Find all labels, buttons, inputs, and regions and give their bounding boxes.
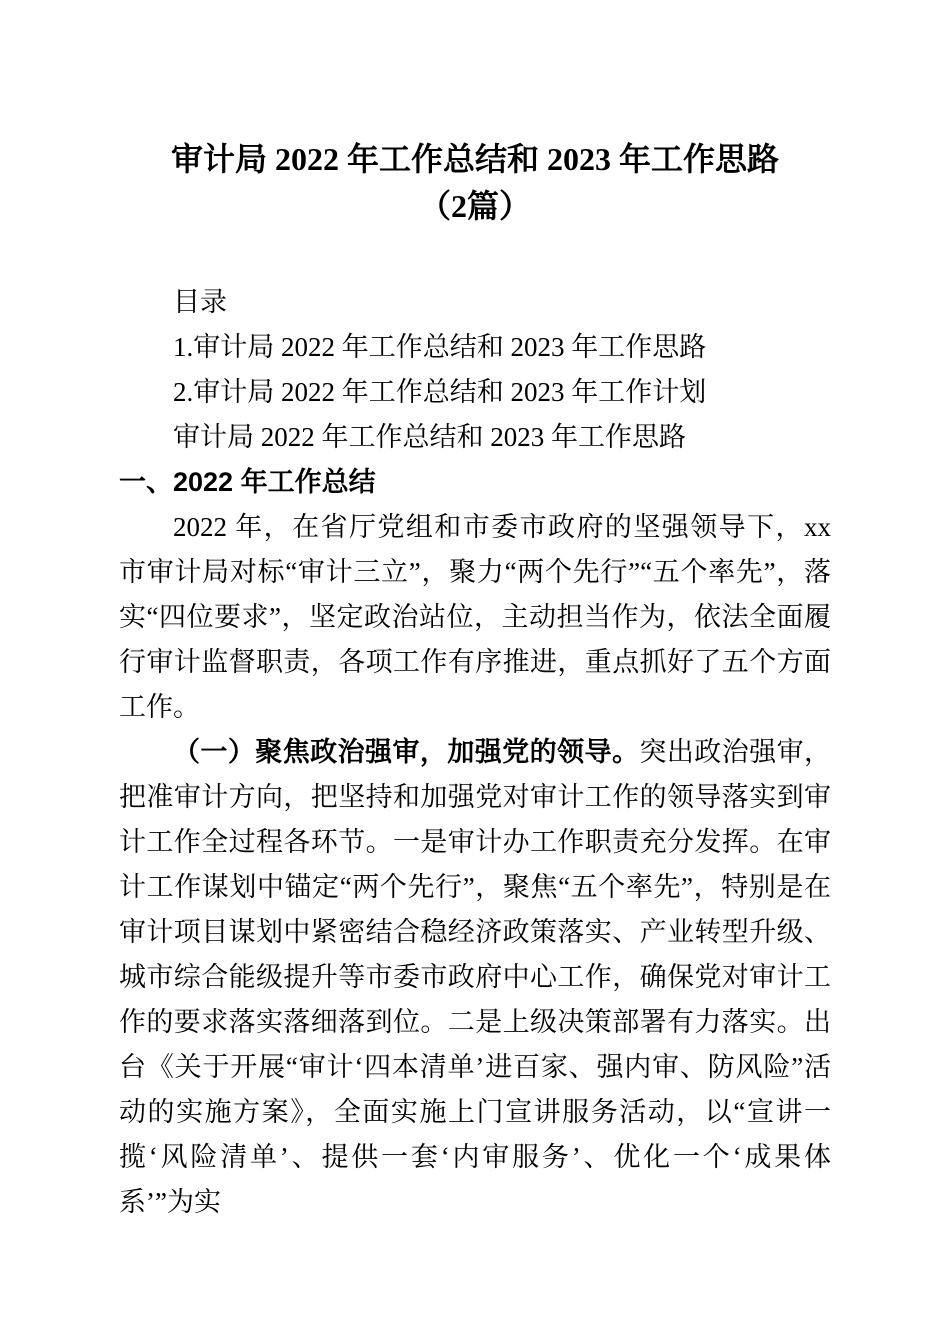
- document-title-line2: （2篇）: [418, 188, 531, 224]
- toc-item-1: 1.审计局 2022 年工作总结和 2023 年工作思路: [173, 332, 707, 362]
- document-title: [119, 136, 831, 230]
- toc-label: 目录: [173, 287, 227, 317]
- toc-item-2: 2.审计局 2022 年工作总结和 2023 年工作计划: [173, 377, 707, 407]
- document-subtitle: 审计局 2022 年工作总结和 2023 年工作思路: [173, 422, 686, 452]
- paragraph-1-text: 2022 年，在省厅党组和市委市政府的坚强领导下，xx 市审计局对标“审计三立”，聚力“两个先行”“五个率先”，落实“四位要求”，坚定政治站位，主动担当作为，依法全面履行审计监督职责，各项工作有序推进，重点抓好了五个方面工作。: [119, 512, 831, 722]
- paragraph-2: [119, 730, 831, 1225]
- document-title-line1: 审计局 2022 年工作总结和 2023 年工作思路: [170, 141, 779, 177]
- document-body: [119, 280, 831, 1225]
- section-heading: 一、2022 年工作总结: [119, 467, 376, 497]
- paragraph-2-text: 突出政治强审，把准审计方向，把坚持和加强党对审计工作的领导落实到审计工作全过程各环节。一是审计办工作职责充分发挥。在审计工作谋划中锚定“两个先行”，聚焦“五个率先”，特别是在审计项目谋划中紧密结合稳经济政策落实、产业转型升级、城市综合能级提升等市委市政府中心工作，确保党对审计工作的要求落实落细落到位。二是上级决策部署有力落实。出台《关于开展“审计‘四本清单’进百家、强内审、防风险”活动的实施方案》，全面实施上门宣讲服务活动，以“宣讲一揽‘风险清单’、提供一套‘内审服务’、优化一个‘成果体系’”为实: [119, 737, 831, 1217]
- paragraph-2-lead: （一）聚焦政治强审，加强党的领导。: [173, 737, 640, 767]
- paragraph-1: [119, 505, 831, 730]
